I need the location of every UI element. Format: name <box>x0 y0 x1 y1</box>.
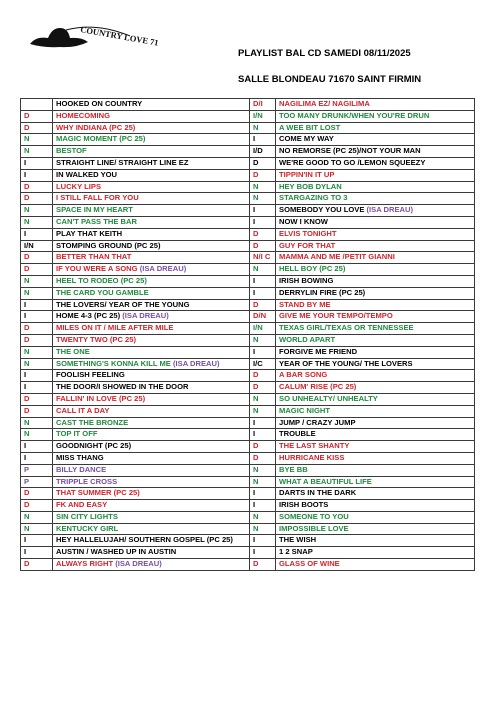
type-cell-left: P <box>21 476 53 488</box>
table-row <box>21 346 475 358</box>
type-cell-left: N <box>21 417 53 429</box>
table-row <box>21 334 475 346</box>
song-cell-left: ALWAYS RIGHT (ISA DREAU) <box>53 559 250 571</box>
type-cell-right: D <box>250 299 276 311</box>
song-cell-left: THAT SUMMER (PC 25) <box>53 488 250 500</box>
song-cell-right: DERRYLIN FIRE (PC 25) <box>276 287 475 299</box>
song-cell-left: WHY INDIANA (PC 25) <box>53 122 250 134</box>
song-cell-left: FALLIN' IN LOVE (PC 25) <box>53 393 250 405</box>
table-row <box>21 240 475 252</box>
type-cell-right: N <box>250 264 276 276</box>
song-cell-left: THE DOOR/I SHOWED IN THE DOOR <box>53 382 250 394</box>
type-cell-right: N <box>250 122 276 134</box>
song-cell-right: GUY FOR THAT <box>276 240 475 252</box>
song-cell-left: BETTER THAN THAT <box>53 252 250 264</box>
type-cell-right: I/D <box>250 146 276 158</box>
song-cell-left: THE LOVERS/ YEAR OF THE YOUNG <box>53 299 250 311</box>
type-cell-right: N <box>250 464 276 476</box>
type-cell-left: I <box>21 228 53 240</box>
song-cell-right: YEAR OF THE YOUNG/ THE LOVERS <box>276 358 475 370</box>
type-cell-right: I <box>250 429 276 441</box>
type-cell-right: I <box>250 134 276 146</box>
song-cell-left: SPACE IN MY HEART <box>53 205 250 217</box>
table-row <box>21 464 475 476</box>
type-cell-right: I <box>250 216 276 228</box>
song-cell-right: IRISH BOWING <box>276 275 475 287</box>
logo-text: COUNTRY LOVE 71 <box>79 24 160 48</box>
dance-note: (ISA DREAU) <box>170 358 220 368</box>
type-cell-right: I <box>250 500 276 512</box>
song-cell-left: SOMETHING'S KONNA KILL ME (ISA DREAU) <box>53 358 250 370</box>
type-cell-left: N <box>21 146 53 158</box>
type-cell-right: D <box>250 382 276 394</box>
table-row <box>21 523 475 535</box>
type-cell-right: I/N <box>250 323 276 335</box>
song-cell-left: I STILL FALL FOR YOU <box>53 193 250 205</box>
type-cell-left <box>21 99 53 111</box>
type-cell-right: N/I C <box>250 252 276 264</box>
song-cell-left: TWENTY TWO (PC 25) <box>53 334 250 346</box>
table-row <box>21 441 475 453</box>
type-cell-left: D <box>21 193 53 205</box>
song-cell-right: A WEE BIT LOST <box>276 122 475 134</box>
song-cell-right: NAGILIMA EZ/ NAGILIMA <box>276 99 475 111</box>
type-cell-left: I <box>21 547 53 559</box>
type-cell-right: I <box>250 547 276 559</box>
type-cell-right: I <box>250 346 276 358</box>
playlist-title: PLAYLIST BAL CD SAMEDI 08/11/2025 <box>238 48 411 59</box>
type-cell-left: D <box>21 264 53 276</box>
type-cell-left: I <box>21 370 53 382</box>
song-cell-right: SO UNHEALTY/ UNHEALTY <box>276 393 475 405</box>
type-cell-right: N <box>250 523 276 535</box>
table-row <box>21 275 475 287</box>
song-cell-right: STARGAZING TO 3 <box>276 193 475 205</box>
type-cell-right: N <box>250 193 276 205</box>
song-cell-right: IMPOSSIBLE LOVE <box>276 523 475 535</box>
type-cell-right: D/N <box>250 311 276 323</box>
type-cell-right: N <box>250 405 276 417</box>
song-cell-left: KENTUCKY GIRL <box>53 523 250 535</box>
type-cell-right: I/N <box>250 110 276 122</box>
song-cell-right: MAGIC NIGHT <box>276 405 475 417</box>
song-cell-right: WE'RE GOOD TO GO /LEMON SQUEEZY <box>276 157 475 169</box>
song-cell-left: GOODNIGHT (PC 25) <box>53 441 250 453</box>
song-cell-left: THE ONE <box>53 346 250 358</box>
table-row <box>21 122 475 134</box>
song-cell-right: DARTS IN THE DARK <box>276 488 475 500</box>
song-cell-right: HELL BOY (PC 25) <box>276 264 475 276</box>
type-cell-right: N <box>250 334 276 346</box>
type-cell-right: I <box>250 417 276 429</box>
song-cell-right: NOW I KNOW <box>276 216 475 228</box>
song-cell-right: HURRICANE KISS <box>276 452 475 464</box>
table-row <box>21 370 475 382</box>
type-cell-right: D <box>250 157 276 169</box>
song-cell-left: HOME 4-3 (PC 25) (ISA DREAU) <box>53 311 250 323</box>
type-cell-left: D <box>21 110 53 122</box>
table-row <box>21 559 475 571</box>
song-cell-left: HEEL TO RODEO (PC 25) <box>53 275 250 287</box>
table-row <box>21 228 475 240</box>
type-cell-left: D <box>21 500 53 512</box>
type-cell-right: I <box>250 287 276 299</box>
table-row <box>21 146 475 158</box>
type-cell-right: I <box>250 205 276 217</box>
venue-title: SALLE BLONDEAU 71670 SAINT FIRMIN <box>238 74 422 85</box>
song-cell-left: CAST THE BRONZE <box>53 417 250 429</box>
table-row <box>21 311 475 323</box>
type-cell-left: D <box>21 559 53 571</box>
song-cell-left: SIN CITY LIGHTS <box>53 511 250 523</box>
type-cell-right: I <box>250 535 276 547</box>
table-row <box>21 216 475 228</box>
table-row <box>21 252 475 264</box>
song-cell-right: IRISH BOOTS <box>276 500 475 512</box>
table-row <box>21 99 475 111</box>
song-cell-right: NO REMORSE (PC 25)/NOT YOUR MAN <box>276 146 475 158</box>
type-cell-left: N <box>21 511 53 523</box>
type-cell-left: D <box>21 122 53 134</box>
song-cell-right: FORGIVE ME FRIEND <box>276 346 475 358</box>
type-cell-right: N <box>250 393 276 405</box>
type-cell-left: N <box>21 523 53 535</box>
table-row <box>21 110 475 122</box>
table-row <box>21 535 475 547</box>
song-cell-left: AUSTIN / WASHED UP IN AUSTIN <box>53 547 250 559</box>
song-cell-right: 1 2 SNAP <box>276 547 475 559</box>
table-row <box>21 488 475 500</box>
type-cell-right: D <box>250 452 276 464</box>
song-cell-left: FOOLISH FEELING <box>53 370 250 382</box>
hat-logo-icon <box>26 20 160 56</box>
type-cell-left: I <box>21 535 53 547</box>
type-cell-right: D <box>250 559 276 571</box>
song-cell-right: WORLD APART <box>276 334 475 346</box>
song-cell-left: IN WALKED YOU <box>53 169 250 181</box>
type-cell-right: N <box>250 476 276 488</box>
type-cell-left: D <box>21 393 53 405</box>
song-cell-left: TOP IT OFF <box>53 429 250 441</box>
song-cell-left: MAGIC MOMENT (PC 25) <box>53 134 250 146</box>
table-row <box>21 547 475 559</box>
song-cell-right: WHAT A BEAUTIFUL LIFE <box>276 476 475 488</box>
song-cell-right: THE LAST SHANTY <box>276 441 475 453</box>
song-cell-left: CAN'T PASS THE BAR <box>53 216 250 228</box>
song-cell-right: STAND BY ME <box>276 299 475 311</box>
table-row <box>21 299 475 311</box>
dance-note: (ISA DREAU) <box>137 264 187 274</box>
song-cell-right: BYE BB <box>276 464 475 476</box>
type-cell-left: I <box>21 169 53 181</box>
type-cell-left: D <box>21 405 53 417</box>
table-row <box>21 405 475 417</box>
song-cell-left: MILES ON IT / MILE AFTER MILE <box>53 323 250 335</box>
type-cell-left: I/N <box>21 240 53 252</box>
song-cell-left: CALL IT A DAY <box>53 405 250 417</box>
type-cell-left: I <box>21 311 53 323</box>
type-cell-right: D/I <box>250 99 276 111</box>
type-cell-left: I <box>21 382 53 394</box>
type-cell-right: I <box>250 275 276 287</box>
type-cell-left: N <box>21 358 53 370</box>
song-cell-right: SOMEONE TO YOU <box>276 511 475 523</box>
type-cell-right: N <box>250 511 276 523</box>
table-row <box>21 452 475 464</box>
table-row <box>21 323 475 335</box>
type-cell-left: D <box>21 334 53 346</box>
table-row <box>21 157 475 169</box>
type-cell-left: N <box>21 216 53 228</box>
song-cell-right: CALUM' RISE (PC 25) <box>276 382 475 394</box>
table-row <box>21 500 475 512</box>
song-cell-left: FK AND EASY <box>53 500 250 512</box>
song-cell-left: HOMECOMING <box>53 110 250 122</box>
type-cell-right: D <box>250 240 276 252</box>
song-cell-right: JUMP / CRAZY JUMP <box>276 417 475 429</box>
type-cell-right: I/C <box>250 358 276 370</box>
type-cell-left: D <box>21 323 53 335</box>
song-cell-right: GIVE ME YOUR TEMPO/TEMPO <box>276 311 475 323</box>
song-cell-right: TEXAS GIRL/TEXAS OR TENNESSEE <box>276 323 475 335</box>
table-row <box>21 511 475 523</box>
song-cell-right: TIPPIN'IN IT UP <box>276 169 475 181</box>
table-row <box>21 193 475 205</box>
type-cell-left: N <box>21 134 53 146</box>
type-cell-left: P <box>21 464 53 476</box>
song-cell-left: BILLY DANCE <box>53 464 250 476</box>
type-cell-left: I <box>21 441 53 453</box>
table-row <box>21 205 475 217</box>
song-cell-right: TOO MANY DRUNK/WHEN YOU'RE DRUN <box>276 110 475 122</box>
dance-note: (ISA DREAU) <box>120 311 169 321</box>
table-row <box>21 287 475 299</box>
type-cell-right: D <box>250 169 276 181</box>
song-cell-right: HEY BOB DYLAN <box>276 181 475 193</box>
song-cell-left: TRIPPLE CROSS <box>53 476 250 488</box>
song-cell-left: PLAY THAT KEITH <box>53 228 250 240</box>
song-cell-left: STRAIGHT LINE/ STRAIGHT LINE EZ <box>53 157 250 169</box>
song-cell-left: BESTOF <box>53 146 250 158</box>
type-cell-left: N <box>21 429 53 441</box>
song-cell-left: HOOKED ON COUNTRY <box>53 99 250 111</box>
song-cell-left: MISS THANG <box>53 452 250 464</box>
table-row <box>21 134 475 146</box>
playlist-table <box>20 98 475 571</box>
type-cell-left: N <box>21 275 53 287</box>
type-cell-right: D <box>250 370 276 382</box>
type-cell-left: N <box>21 287 53 299</box>
dance-note: (ISA DREAU) <box>364 205 414 215</box>
type-cell-right: D <box>250 228 276 240</box>
type-cell-left: I <box>21 299 53 311</box>
table-row <box>21 429 475 441</box>
table-row <box>21 393 475 405</box>
table-row <box>21 264 475 276</box>
type-cell-left: I <box>21 157 53 169</box>
table-row <box>21 417 475 429</box>
song-cell-right: ELVIS TONIGHT <box>276 228 475 240</box>
type-cell-left: D <box>21 252 53 264</box>
table-row <box>21 169 475 181</box>
song-cell-left: STOMPING GROUND (PC 25) <box>53 240 250 252</box>
song-cell-left: IF YOU WERE A SONG (ISA DREAU) <box>53 264 250 276</box>
song-cell-right: COME MY WAY <box>276 134 475 146</box>
song-cell-right: TROUBLE <box>276 429 475 441</box>
type-cell-left: I <box>21 452 53 464</box>
song-cell-right: A BAR SONG <box>276 370 475 382</box>
table-row <box>21 476 475 488</box>
table-row <box>21 382 475 394</box>
song-cell-left: THE CARD YOU GAMBLE <box>53 287 250 299</box>
type-cell-left: N <box>21 205 53 217</box>
table-row <box>21 181 475 193</box>
type-cell-right: N <box>250 181 276 193</box>
table-row <box>21 358 475 370</box>
type-cell-left: N <box>21 346 53 358</box>
country-love-logo <box>26 20 160 56</box>
type-cell-right: D <box>250 441 276 453</box>
song-cell-left: LUCKY LIPS <box>53 181 250 193</box>
dance-note: (ISA DREAU) <box>113 559 162 569</box>
song-cell-right: GLASS OF WINE <box>276 559 475 571</box>
song-cell-left: HEY HALLELUJAH/ SOUTHERN GOSPEL (PC 25) <box>53 535 250 547</box>
song-cell-right: THE WISH <box>276 535 475 547</box>
type-cell-right: I <box>250 488 276 500</box>
song-cell-right: SOMEBODY YOU LOVE (ISA DREAU) <box>276 205 475 217</box>
type-cell-left: D <box>21 181 53 193</box>
type-cell-left: D <box>21 488 53 500</box>
song-cell-right: MAMMA AND ME /PETIT GIANNI <box>276 252 475 264</box>
